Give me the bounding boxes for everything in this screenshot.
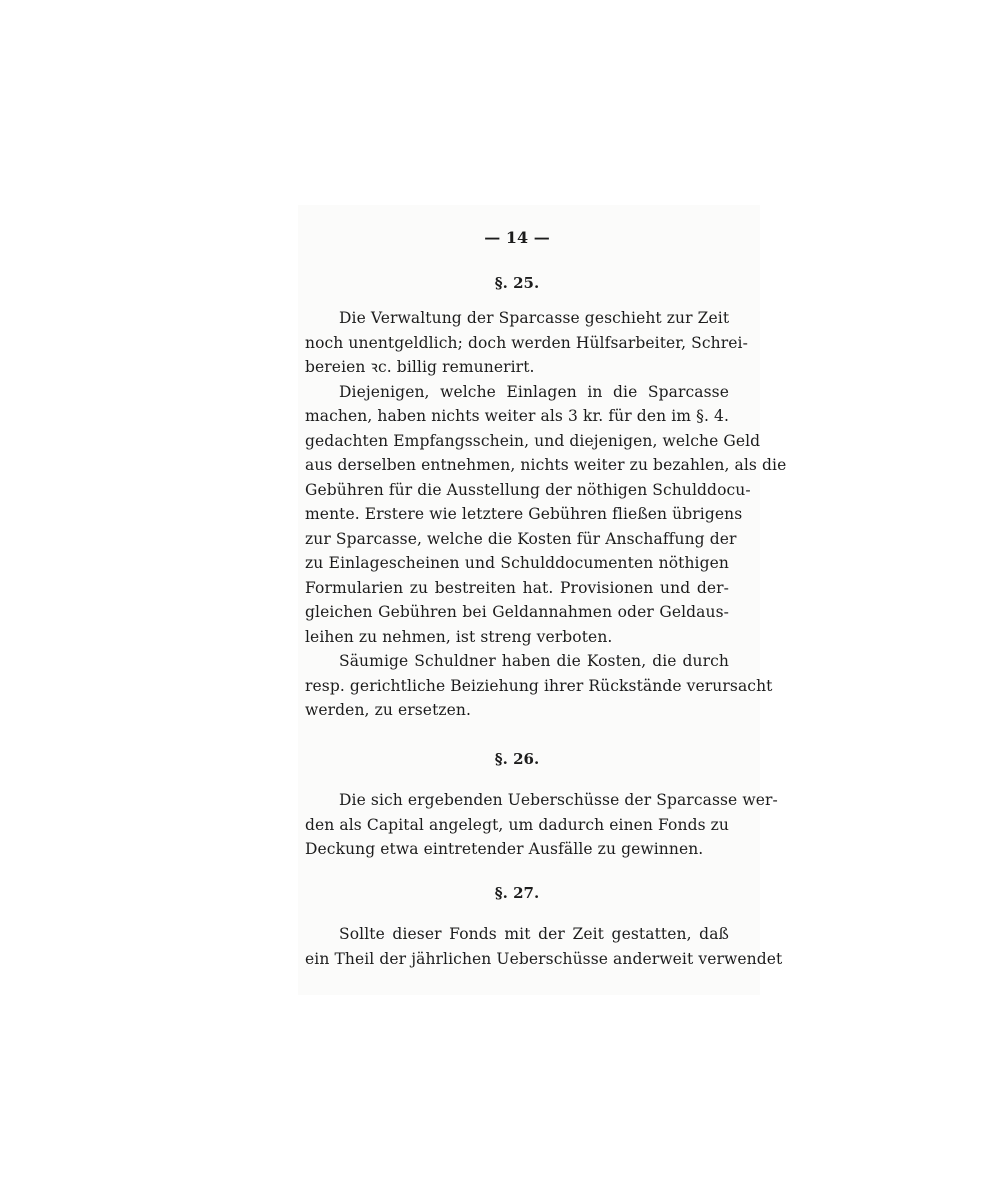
paragraph-line: zu Einlagescheinen und Schulddocumenten nöthigen xyxy=(305,554,729,572)
paragraph-line: Die sich ergebenden Ueberschüsse der Sparcasse wer- xyxy=(339,791,778,809)
paragraph-line: zur Sparcasse, welche die Kosten für Anschaffung der xyxy=(305,529,737,548)
paragraph-line: leihen zu nehmen, ist streng verboten. xyxy=(305,627,613,646)
paragraph-line: gleichen Gebühren bei Geldannahmen oder Geldaus- xyxy=(305,603,729,621)
paragraph-line: Die Verwaltung der Sparcasse geschieht zur Zeit xyxy=(339,309,730,327)
paragraph-line: Deckung etwa eintretender Ausfälle zu gewinnen. xyxy=(305,840,704,858)
paragraph-line: Sollte dieser Fonds mit der Zeit gestatten, daß xyxy=(339,925,729,943)
paragraph-line: machen, haben nichts weiter als 3 kr. für den im §. 4. xyxy=(305,407,729,425)
section-heading-27: §. 27. xyxy=(494,884,540,902)
paragraph-line: Säumige Schuldner haben die Kosten, die durch xyxy=(339,652,729,670)
paragraph-line: mente. Erstere wie letztere Gebühren fließen übrigens xyxy=(305,505,743,523)
section-26-body xyxy=(305,788,778,862)
page-number: — 14 — xyxy=(484,228,550,247)
paragraph-line: den als Capital angelegt, um dadurch einen Fonds zu xyxy=(305,815,730,834)
paragraph-line: aus derselben entnehmen, nichts weiter zu bezahlen, als die xyxy=(305,456,787,474)
paragraph-line: werden, zu ersetzen. xyxy=(305,701,472,719)
paragraph-line: Formularien zu bestreiten hat. Provisionen und der- xyxy=(305,578,729,597)
paragraph-line: noch unentgeldlich; doch werden Hülfsarbeiter, Schrei- xyxy=(305,333,748,352)
section-heading-25: §. 25. xyxy=(494,274,540,292)
section-25-body xyxy=(305,306,787,723)
paragraph-line: Diejenigen, welche Einlagen in die Sparcasse xyxy=(339,382,729,401)
section-heading-26: §. 26. xyxy=(494,750,540,768)
paragraph-line: ein Theil der jährlichen Ueberschüsse anderweit verwendet xyxy=(305,949,783,968)
paragraph-line: bereien ꝛc. billig remunerirt. xyxy=(305,358,535,376)
paragraph-line: gedachten Empfangsschein, und diejenigen, welche Geld xyxy=(305,431,761,450)
section-27-body xyxy=(305,922,783,971)
paragraph-line: resp. gerichtliche Beiziehung ihrer Rückstände verursacht xyxy=(305,676,773,695)
paragraph-line: Gebühren für die Ausstellung der nöthigen Schulddocu- xyxy=(305,480,751,499)
